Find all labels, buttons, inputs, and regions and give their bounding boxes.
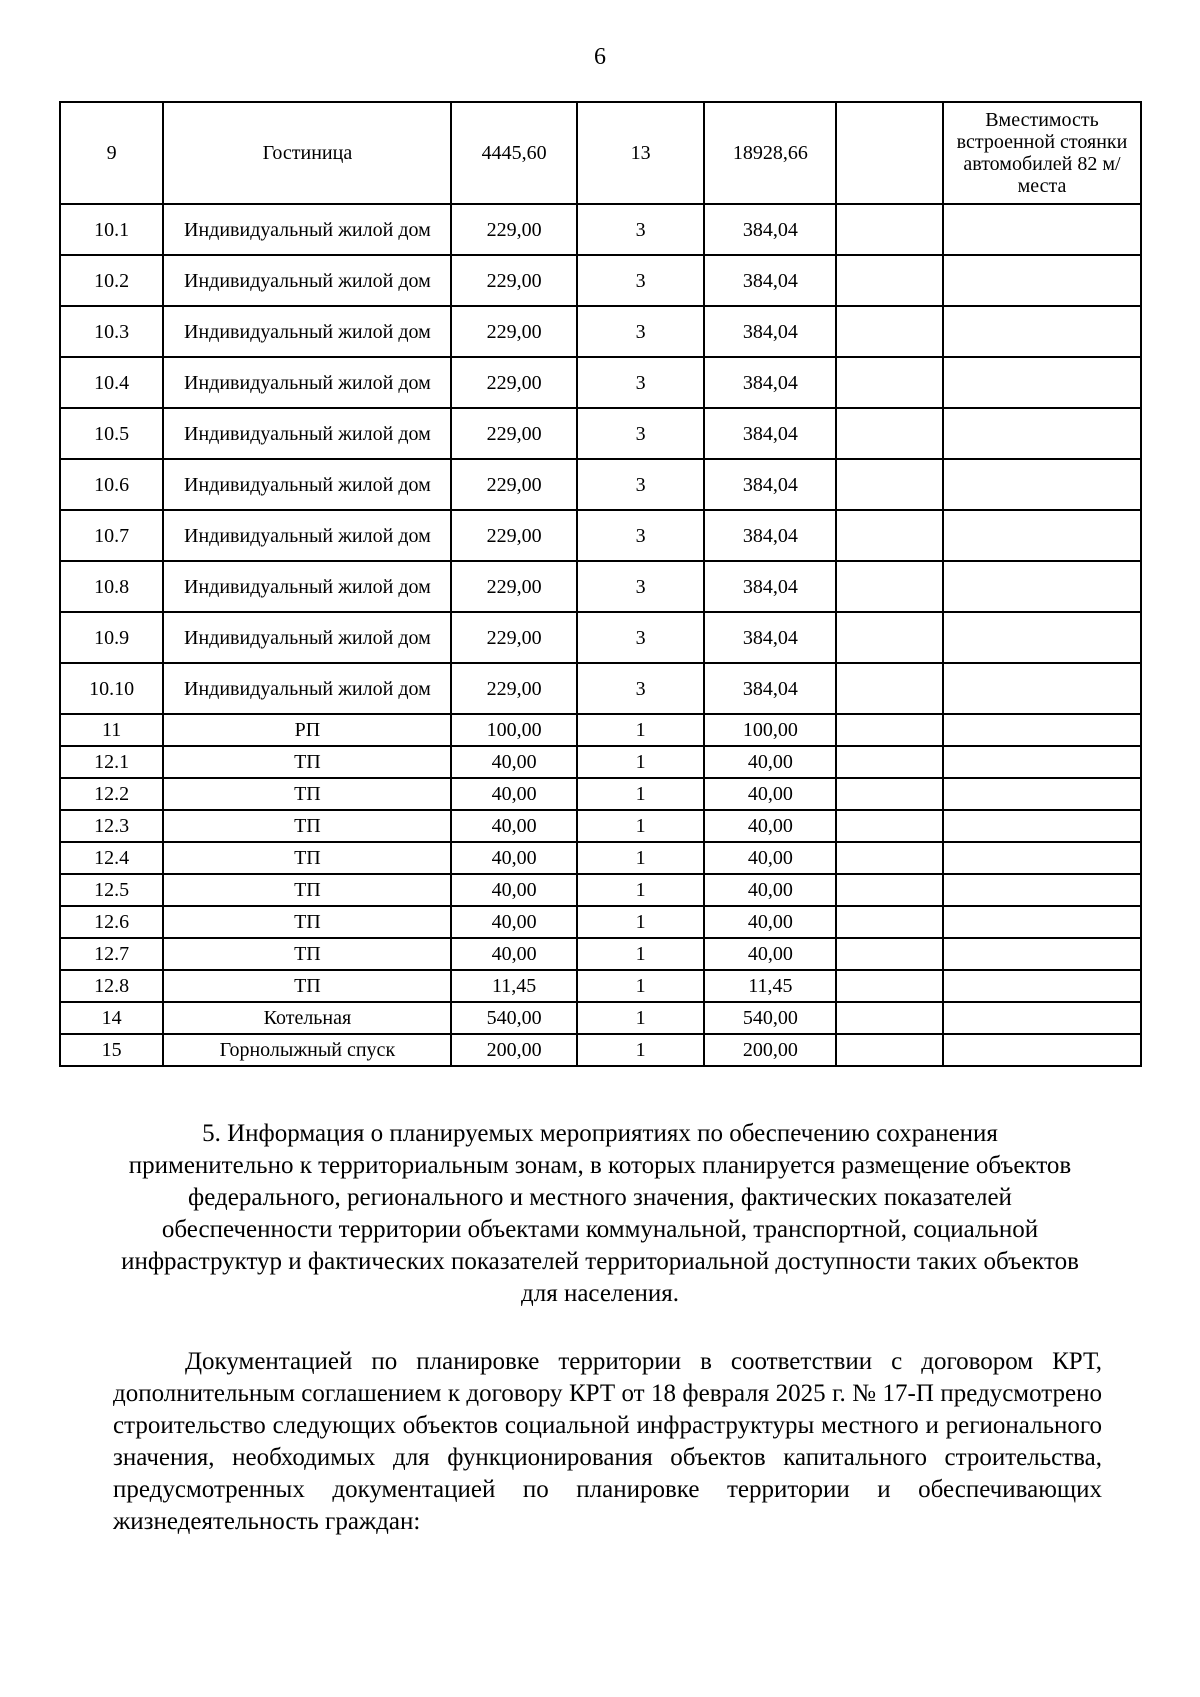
cell-area: 229,00 (451, 510, 576, 561)
cell-object-name: РП (163, 714, 451, 746)
cell-note (943, 874, 1141, 906)
cell-note (943, 746, 1141, 778)
cell-total-area: 384,04 (704, 408, 836, 459)
cell-number: 12.8 (60, 970, 163, 1002)
cell-empty (836, 1002, 943, 1034)
cell-note (943, 510, 1141, 561)
cell-empty (836, 1034, 943, 1066)
cell-area: 4445,60 (451, 102, 576, 204)
table-row (60, 970, 1141, 1002)
cell-number: 12.1 (60, 746, 163, 778)
cell-floors: 1 (577, 1034, 705, 1066)
cell-number: 10.10 (60, 663, 163, 714)
table-row (60, 510, 1141, 561)
cell-floors: 3 (577, 357, 705, 408)
cell-number: 12.6 (60, 906, 163, 938)
table-row (60, 204, 1141, 255)
table-row (60, 561, 1141, 612)
cell-empty (836, 778, 943, 810)
cell-empty (836, 906, 943, 938)
cell-floors: 3 (577, 204, 705, 255)
cell-area: 229,00 (451, 306, 576, 357)
cell-number: 9 (60, 102, 163, 204)
table-row (60, 810, 1141, 842)
cell-number: 10.1 (60, 204, 163, 255)
cell-area: 229,00 (451, 357, 576, 408)
cell-empty (836, 746, 943, 778)
cell-object-name: Индивидуальный жилой дом (163, 612, 451, 663)
cell-object-name: Горнолыжный спуск (163, 1034, 451, 1066)
cell-number: 10.9 (60, 612, 163, 663)
cell-number: 12.5 (60, 874, 163, 906)
cell-total-area: 100,00 (704, 714, 836, 746)
cell-total-area: 40,00 (704, 874, 836, 906)
cell-object-name: Индивидуальный жилой дом (163, 561, 451, 612)
cell-empty (836, 612, 943, 663)
cell-area: 40,00 (451, 906, 576, 938)
cell-total-area: 40,00 (704, 778, 836, 810)
cell-total-area: 384,04 (704, 612, 836, 663)
cell-empty (836, 510, 943, 561)
table-row (60, 102, 1141, 204)
cell-floors: 3 (577, 255, 705, 306)
cell-total-area: 384,04 (704, 510, 836, 561)
cell-number: 12.7 (60, 938, 163, 970)
cell-area: 40,00 (451, 874, 576, 906)
cell-object-name: Гостиница (163, 102, 451, 204)
cell-total-area: 40,00 (704, 842, 836, 874)
cell-number: 10.4 (60, 357, 163, 408)
cell-total-area: 40,00 (704, 906, 836, 938)
cell-note (943, 938, 1141, 970)
cell-object-name: ТП (163, 778, 451, 810)
cell-empty (836, 255, 943, 306)
cell-object-name: ТП (163, 970, 451, 1002)
cell-empty (836, 357, 943, 408)
cell-empty (836, 204, 943, 255)
cell-object-name: ТП (163, 874, 451, 906)
cell-note (943, 612, 1141, 663)
cell-area: 40,00 (451, 810, 576, 842)
table-row (60, 255, 1141, 306)
cell-empty (836, 714, 943, 746)
table-row (60, 663, 1141, 714)
cell-area: 100,00 (451, 714, 576, 746)
cell-total-area: 384,04 (704, 204, 836, 255)
cell-empty (836, 970, 943, 1002)
cell-empty (836, 842, 943, 874)
cell-note (943, 204, 1141, 255)
cell-number: 12.4 (60, 842, 163, 874)
table-row (60, 459, 1141, 510)
cell-object-name: Индивидуальный жилой дом (163, 306, 451, 357)
cell-area: 229,00 (451, 255, 576, 306)
cell-number: 12.3 (60, 810, 163, 842)
cell-number: 10.7 (60, 510, 163, 561)
cell-total-area: 384,04 (704, 357, 836, 408)
table-row (60, 938, 1141, 970)
cell-floors: 1 (577, 970, 705, 1002)
cell-floors: 1 (577, 842, 705, 874)
cell-empty (836, 874, 943, 906)
cell-total-area: 11,45 (704, 970, 836, 1002)
cell-empty (836, 938, 943, 970)
cell-note (943, 1002, 1141, 1034)
cell-floors: 3 (577, 459, 705, 510)
cell-floors: 1 (577, 906, 705, 938)
cell-total-area: 384,04 (704, 255, 836, 306)
cell-floors: 1 (577, 714, 705, 746)
cell-area: 540,00 (451, 1002, 576, 1034)
cell-area: 40,00 (451, 938, 576, 970)
table-row (60, 778, 1141, 810)
cell-total-area: 540,00 (704, 1002, 836, 1034)
cell-object-name: Индивидуальный жилой дом (163, 357, 451, 408)
cell-floors: 1 (577, 746, 705, 778)
cell-empty (836, 810, 943, 842)
cell-note (943, 1034, 1141, 1066)
cell-floors: 3 (577, 663, 705, 714)
cell-area: 229,00 (451, 663, 576, 714)
cell-object-name: Индивидуальный жилой дом (163, 204, 451, 255)
table-row (60, 612, 1141, 663)
cell-object-name: ТП (163, 938, 451, 970)
cell-floors: 3 (577, 510, 705, 561)
cell-note (943, 459, 1141, 510)
table-row (60, 408, 1141, 459)
cell-note (943, 810, 1141, 842)
cell-total-area: 384,04 (704, 306, 836, 357)
table-row (60, 1034, 1141, 1066)
cell-object-name: Индивидуальный жилой дом (163, 408, 451, 459)
cell-area: 229,00 (451, 408, 576, 459)
cell-number: 10.5 (60, 408, 163, 459)
table-row (60, 1002, 1141, 1034)
cell-floors: 3 (577, 306, 705, 357)
cell-area: 229,00 (451, 204, 576, 255)
cell-total-area: 384,04 (704, 561, 836, 612)
cell-object-name: ТП (163, 746, 451, 778)
cell-object-name: ТП (163, 906, 451, 938)
table-row (60, 714, 1141, 746)
cell-floors: 1 (577, 810, 705, 842)
cell-total-area: 384,04 (704, 459, 836, 510)
cell-total-area: 200,00 (704, 1034, 836, 1066)
cell-note (943, 906, 1141, 938)
cell-total-area: 40,00 (704, 810, 836, 842)
table-row (60, 306, 1141, 357)
cell-note: Вместимость встроенной стоянки автомобилей 82 м/места (943, 102, 1141, 204)
cell-floors: 13 (577, 102, 705, 204)
cell-floors: 3 (577, 561, 705, 612)
table-row (60, 874, 1141, 906)
cell-total-area: 40,00 (704, 938, 836, 970)
cell-number: 11 (60, 714, 163, 746)
cell-area: 200,00 (451, 1034, 576, 1066)
cell-area: 229,00 (451, 459, 576, 510)
cell-floors: 1 (577, 778, 705, 810)
cell-floors: 1 (577, 874, 705, 906)
cell-object-name: Индивидуальный жилой дом (163, 459, 451, 510)
cell-number: 14 (60, 1002, 163, 1034)
cell-floors: 3 (577, 408, 705, 459)
cell-note (943, 778, 1141, 810)
cell-object-name: ТП (163, 842, 451, 874)
table-row (60, 357, 1141, 408)
cell-object-name: Индивидуальный жилой дом (163, 510, 451, 561)
cell-note (943, 255, 1141, 306)
cell-empty (836, 306, 943, 357)
cell-area: 229,00 (451, 561, 576, 612)
cell-note (943, 842, 1141, 874)
cell-note (943, 663, 1141, 714)
cell-area: 229,00 (451, 612, 576, 663)
cell-empty (836, 561, 943, 612)
cell-object-name: ТП (163, 810, 451, 842)
table-row (60, 906, 1141, 938)
cell-note (943, 408, 1141, 459)
table-body (60, 102, 1141, 1066)
section-heading: 5. Информация о планируемых мероприятиях по обеспечению сохранения применительно к территориальным зонам, в которых планируется размещение объектов федерального, регионального и местного значения, фактических показателей обеспеченности территории объектами коммунальной, транспортной, социальной инфраструктур и фактических показателей территориальной доступности таких объектов для населения. (121, 1120, 1079, 1307)
cell-area: 40,00 (451, 746, 576, 778)
cell-note (943, 357, 1141, 408)
cell-number: 12.2 (60, 778, 163, 810)
cell-floors: 1 (577, 1002, 705, 1034)
cell-total-area: 18928,66 (704, 102, 836, 204)
cell-number: 10.2 (60, 255, 163, 306)
cell-total-area: 40,00 (704, 746, 836, 778)
cell-object-name: Индивидуальный жилой дом (163, 255, 451, 306)
cell-empty (836, 663, 943, 714)
cell-area: 40,00 (451, 842, 576, 874)
cell-note (943, 561, 1141, 612)
table-row (60, 746, 1141, 778)
cell-floors: 3 (577, 612, 705, 663)
cell-empty (836, 459, 943, 510)
cell-floors: 1 (577, 938, 705, 970)
cell-note (943, 306, 1141, 357)
body-paragraph: Документацией по планировке территории в соответствии с договором КРТ, дополнительным соглашением к договору КРТ от 18 февраля 2025 г. № 17-П предусмотрено строительство следующих объектов социальной инфраструктуры местного и регионального значения, необходимых для функционирования объектов капитального строительства, предусмотренных документацией по планировке территории и обеспечивающих жизнедеятельность граждан: (113, 1348, 1102, 1535)
cell-number: 15 (60, 1034, 163, 1066)
cell-object-name: Котельная (163, 1002, 451, 1034)
cell-number: 10.8 (60, 561, 163, 612)
cell-empty (836, 408, 943, 459)
cell-empty (836, 102, 943, 204)
cell-area: 11,45 (451, 970, 576, 1002)
cell-total-area: 384,04 (704, 663, 836, 714)
cell-object-name: Индивидуальный жилой дом (163, 663, 451, 714)
cell-note (943, 970, 1141, 1002)
cell-number: 10.6 (60, 459, 163, 510)
cell-area: 40,00 (451, 778, 576, 810)
objects-table (59, 101, 1142, 1067)
table-row (60, 842, 1141, 874)
page-number: 6 (594, 44, 606, 70)
cell-note (943, 714, 1141, 746)
cell-number: 10.3 (60, 306, 163, 357)
